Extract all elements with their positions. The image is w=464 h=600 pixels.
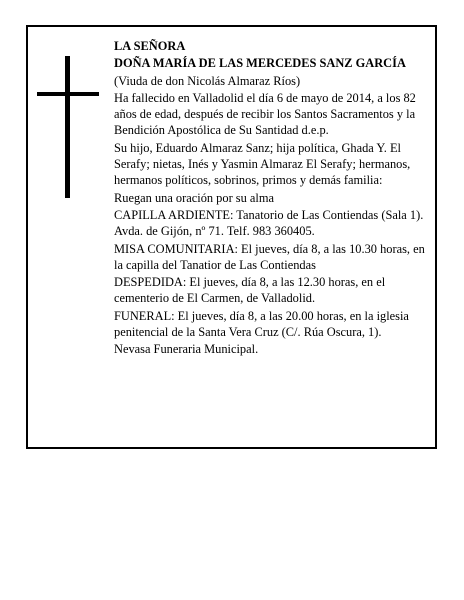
deceased-name: DOÑA MARÍA DE LAS MERCEDES SANZ GARCÍA [114,56,406,71]
widow-of-line: (Viuda de don Nicolás Almaraz Ríos) [114,73,301,88]
despedida: DESPEDIDA: El jueves, día 8, a las 12.30 horas, en el cementerio de El Carmen, de Valladolid. [114,275,386,306]
obituary-text [114,38,426,359]
death-announcement: Ha fallecido en Valladolid el día 6 de mayo de 2014, a los 82 años de edad, después de recibir los Santos Sacramentos y la Bendición Apostólica de Su Santidad d.e.p. [114,90,416,138]
funeral: FUNERAL: El jueves, día 8, a las 20.00 horas, en la iglesia penitencial de la Santa Vera Cruz (C/. Rúa Oscura, 1). [114,308,409,340]
cross-vertical-bar [65,56,70,198]
funeral-home: Nevasa Funeraria Municipal. [114,342,259,357]
cross-icon [37,56,99,198]
prayer-request: Ruegan una oración por su alma [114,190,274,205]
family-list: Su hijo, Eduardo Almaraz Sanz; hija política, Ghada Y. El Serafy; nietas, Inés y Yasmin Almaraz El Serafy; hermanos, hermanos políticos, sobrinos, primos y demás familia: [114,140,411,188]
capilla-ardiente: CAPILLA ARDIENTE: Tanatorio de Las Contiendas (Sala 1). Avda. de Gijón, nº 71. Telf. 983 360405. [114,207,424,239]
title-line-1: LA SEÑORA [114,39,186,53]
cross-horizontal-bar [37,92,99,96]
misa-comunitaria: MISA COMUNITARIA: El jueves, día 8, a las 10.30 horas, en la capilla del Tanatior de Las Contiendas [114,241,425,272]
